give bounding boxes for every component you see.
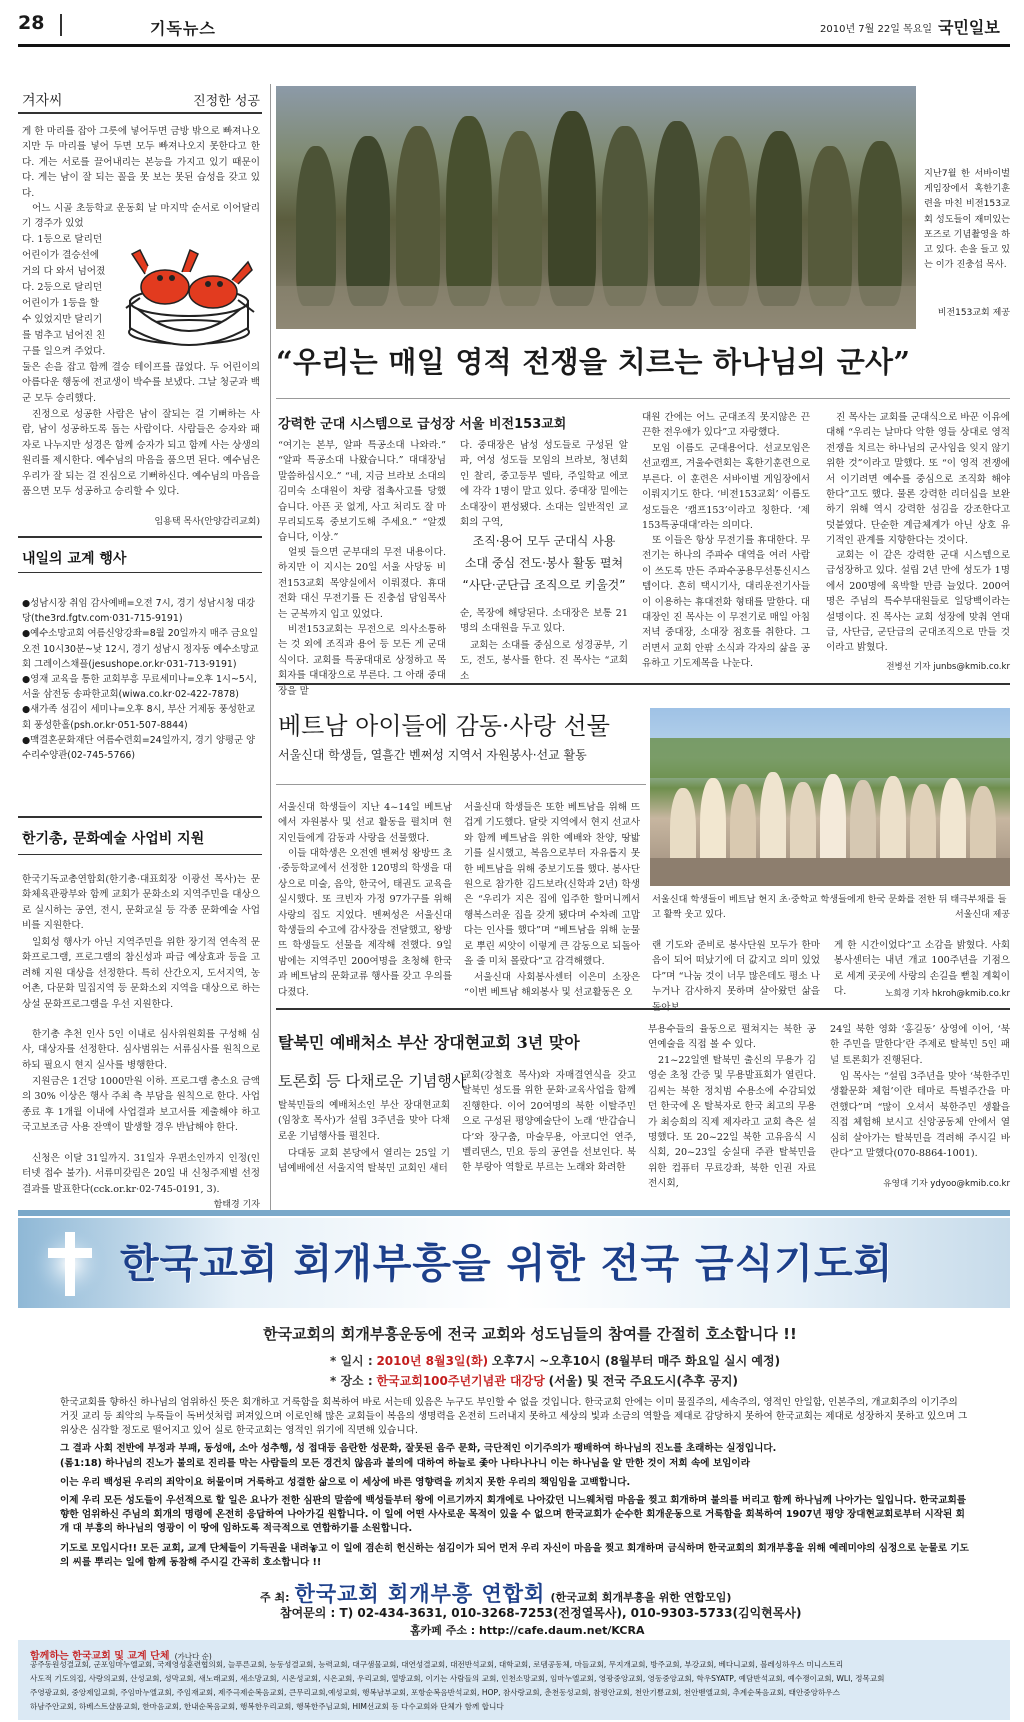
ad-host-label: 주 최: (260, 1591, 290, 1604)
military-c3b: 모임 이름도 군대용어다. 선교모임은 선교캠프, 겨울수련회는 혹한기훈련으로 부른다. 이 훈련은 서바이벌 게임장에서 이뤄지기도 한다. ‘비전153교회’ 이름도 성도들은 ‘캠프153’이라고 칭한다. ‘제153특공대대’라는 의미다. (642, 443, 810, 532)
cross-icon (30, 1224, 110, 1304)
ad-host-extra: (한국교회 회개부흥을 위한 연합모임) (550, 1591, 732, 1604)
section-title: 기독뉴스 (150, 19, 216, 38)
events-title: 내일의 교계 행사 (22, 551, 127, 567)
military-c2c: 교회는 소대를 중심으로 성경공부, 기도, 전도, 봉사를 한다. 진 목사는 “교회 소 (460, 640, 628, 682)
vietnam-c1: 서울신대 학생들이 지난 4~14일 베트남에서 자원봉사 및 선교 활동을 펼치며 현지인들에게 감동과 사랑을 선물했다. (278, 802, 452, 844)
ad-body2: 그 결과 사회 전반에 부정과 부패, 동성애, 소아 성추행, 성 접대등 음란한 성문화, 잘못된 음주 문화, 극단적인 이기주의가 팽배하여 하나님의 진노를 초래하는 실정입니다. (60, 1443, 777, 1454)
military-c3c: 또 이들은 항상 무전기를 휴대한다. 무전기는 하나의 주파수 대역을 여러 사람이 쓰도록 만든 주파수공용무선통신시스템이다. 흔히 택시기사, 대리운전기사들이 이용하는 휴대전화 형태를 말한다. 대대장인 진 목사는 이 무전기로 매일 아침저녁 중대장, 소대장 점호를 취한다. 그러면서 교회 안팎 소식과 각자의 삶을 공유하고 기도제목을 나눈다. (642, 535, 810, 670)
essay-p2a: 어느 시골 초등학교 운동회 날 마지막 순서로 이어달리기 경주가 있었 (22, 203, 260, 230)
essay-p4: 진정으로 성공한 사람은 남이 잘되는 걸 기뻐하는 사람, 남이 성공하도록 돕는 사람이다. 사람들은 승자와 패자로 나누지만 성경은 함께 승자가 되고 함께 사는 상생의 원리를 제시한다. 예수님의 마음을 품으면 된다. 예수님은 우리가 잘 되는 걸 진심으로 기뻐하신다. 예수님의 마음을 품으면 모두 성공하고 승리할 수 있다. (22, 409, 260, 498)
column-divider (270, 84, 271, 1214)
military-end-rule (276, 683, 1010, 685)
vietnam-c3: 랜 기도와 준비로 봉사단원 모두가 한마음이 되어 떠났기에 더 값지고 의미 있었다”며 “나눔 것이 너무 많은데도 평소 나누거나 감사하지 못하며 살아왔던 삶을 (652, 940, 820, 998)
vietnam-c2: 서울신대 학생들은 또한 베트남을 위해 뜨겁게 기도했다. 달랏 지역에서 현지 선교사와 함께 베트남을 위한 예배와 찬양, 땅밟기를 실시했고, 복음으로부터 자유롭지 못한 베트남을 위해 중보기도를 했다. 봉사단원으로 참가한 김드보라(신학과 2년) 학생은 “우리가 지은 집에 입주한 할머니께서 행복스러운 집을 갖게 됐다며 수차례 고맙다는 인사를 했다”며 “베트남을 위해 눈물로 뿌린 씨앗이 이렇게 큰 감동으로 되돌아올 줄 미처 몰랐다”고 감격해했다. (464, 802, 640, 968)
essay-p2h: 를 멈추고 넘어진 친 (22, 330, 106, 341)
ad-place-value: 한국교회100주년기념관 대강당 (376, 1374, 545, 1388)
ad-date-row (330, 1352, 780, 1369)
military-c1: “여기는 본부, 알파 특공소대 나와라.” “알파 특공소대 나왔습니다.” 대대장님 말씀하십시오.” “네, 지금 브라보 소대의 김미숙 소대원이 차량 접촉사고를 당했습니다. 아픈 곳 없게, 사고 처리도 잘 마무리되도록 중보기도해 주세요.” “알겠습니다, 이상.” (278, 440, 446, 544)
ad-homepage: 홈카페 주소 : http://cafe.daum.net/KCRA (410, 1624, 645, 1637)
page-number: 28 (18, 12, 45, 34)
event-item: ●새가족 섬김이 세미나=오후 8시, 부산 거제동 풍성한교회 풍성한홀(psh.or.kr·051-507-8844) (22, 704, 256, 731)
crab-illustration (120, 232, 258, 350)
column-title-rule (18, 112, 262, 114)
ad-title: 한국교회 회개부흥을 위한 전국 금식기도회 (120, 1240, 894, 1287)
culture-title: 한기총, 문화예술 사업비 지원 (22, 831, 205, 847)
events-end-rule (18, 816, 262, 818)
military-c2b: 순, 목장에 해당된다. 소대장은 보통 21명의 소대원을 두고 있다. (460, 608, 628, 635)
participants-sub: (가나다 순) (174, 1652, 212, 1661)
essay-p2i: 구를 일으켜 주었다. (22, 346, 106, 357)
essay-p2b: 다. 1등으로 달리던 (22, 234, 103, 245)
essay-p2d: 거의 다 와서 넘어졌 (22, 266, 106, 277)
military-c2: 다. 중대장은 남성 성도들로 구성된 알파, 여성 성도들 모임의 브라보, 청년회인 찰리, 중고등부 델타, 주일학교 에코에 각각 1명이 맡고 있다. 중대장 밑에는 소대장이 편성됐다. 소대는 일반적인 교회의 구역, (460, 440, 628, 529)
ad-appeal: 한국교회의 회개부흥운동에 전국 교회와 성도님들의 참여를 간절히 호소합니다 !! (263, 1325, 797, 1343)
defector-c4b: 임 목사는 “설립 3주년을 맞아 ‘북한주민 생활문화 체험’이란 테마로 특별주간을 마련했다”며 “많이 오셔서 북한주민 생활을 직접 체험해 보시고 신앙공동체 안에서 열심히 살아가는 탈북민을 격려해 주시길 바란다”고 말했다(070-8864-1001). (830, 1071, 1010, 1160)
ad-date-time: 오후7시 ~오후10시 (8월부터 매주 화요일 실시 예정) (491, 1354, 781, 1368)
military-caption: 지난7월 한 서바이벌 게임장에서 혹한기훈련을 마친 비전153교회 성도들이 재미있는 포즈로 기념촬영을 하고 있다. 손을 들고 있는 이가 진충섭 목사. (924, 168, 1010, 271)
header-divider (60, 14, 62, 36)
vietnam-end-rule (276, 1008, 1010, 1010)
ad-place-row (330, 1372, 738, 1389)
ad-body1: 한국교회를 향하신 하나님의 엄위하신 뜻은 회개하고 거룩함을 회복하여 바로 서는데 있음은 누구도 부인할 수 없을 것입니다. 한국교회 안에는 이미 물질주의, 세속주의, 영적인 안일함, 인본주의, 개교회주의 이기주의 거짓 교리 등 죄악의 누룩들이 독버섯처럼 퍼져있으며 이로인해 많은 교회들이 복음의 생명력을 온전히 드러내지 못하고 세상의 빛과 소금의 역할을 제대로 감당하지 못하여 한국교회는 제대로 성장하지 못하고 있으며 그 위상은 심각할 정도로 떨어지고 있어 실로 한국교회는 영적인 위기에 직면해 있습니다. (60, 1397, 968, 1436)
defector-c3b: 21~22일엔 탈북민 출신의 무용가 김영순 초청 간증 및 무용발표회가 열린다. 김씨는 북한 정치범 수용소에 수감되었던 한국에 온 탈북자로 한국 최고의 무용가 최승희의 직제 제자라고 교회 측은 설명했다. 또 20~22일 북한 고유음식 시식회, 20~23일 숭실대 주관 탈북민을 위한 컴퓨터 무료강좌, 북한 인권 자료 전시회, (648, 1055, 816, 1190)
essay-p3: 둘은 손을 잡고 함께 결승 테이프를 끊었다. 두 어린이의 아름다운 행동에 전교생이 박수를 보냈다. 그날 청군과 백군 모두 승리했다. (22, 362, 260, 404)
callout-line-2: 소대 중심 전도·봉사 활동 펼쳐 (464, 556, 624, 570)
header-rule (18, 44, 1010, 47)
ad-host-name: 한국교회 회개부흥 연합회 (294, 1581, 546, 1606)
defector-subhead: 토론회 등 다채로운 기념행사 (278, 1072, 467, 1090)
vietnam-author: 노희경 기자 hkroh@kmib.co.kr (884, 989, 1010, 999)
vietnam-caption: 서울신대 학생들이 베트남 현지 초·중학교 학생들에게 한국 문화를 전한 뒤 태극부채를 들고 활짝 웃고 있다. (652, 894, 1007, 920)
ad-body5: 이제 우리 모든 성도들이 우선적으로 할 일은 요나가 전한 심판의 말씀에 백성들부터 왕에 이르기까지 회개에로 나아갔던 니느웨처럼 마음을 찢고 회개하며 불의를 버리고 함께 하나님께 나아가는 일입니다. 한국교회를 향한 엄위하신 주님의 회개의 명령에 온전히 응답하여 나아가길 원합니다. 이 일에 어떤 사사로운 목적이 있을 수 없으며 한국교회가 순수한 회개운동으로 거룩함을 회복하여 1907년 평양 장대현교회로부터 시작된 회개 대 부흥의 하나님의 영광이 이 땅에 임하도록 적극적으로 연합하기를 소원합니다. (60, 1495, 967, 1534)
vietnam-headline-rule (276, 784, 646, 785)
vietnam-c4: 게 한 시간이었다”고 소감을 밝혔다. 사회봉사센터는 내년 개교 100주년을 기점으로 세계 곳곳에 사랑의 손길을 뻗칠 계획이다. (834, 940, 1010, 998)
defector-c4: 24일 북한 영화 ‘홍길동’ 상영에 이어, ‘북한 주민을 말한다’란 주제로 탈북민 5인 패널 토론회가 진행된다. (830, 1024, 1010, 1066)
defector-c2: 교회(강철호 목사)와 자매결연식을 갖고 탈북민 성도를 위한 문화·교육사업을 함께 진행한다. 이어 20여명의 북한 이탈주민으로 구성된 평양예술단이 노래 ‘반갑습니다’와 장구춤, 마술무용, 아코디언 연주, 벨리댄스, 민요 등의 공연을 선보인다. 북한 부랑아 역할로 부르는 노래와 화려한 (462, 1070, 636, 1174)
military-credit: 비전153교회 제공 (937, 308, 1010, 318)
military-c1c: 비전153교회는 무전으로 의사소통하는 것 외에 조직과 용어 등 모든 게 군대식이다. 교회를 특공대대로 상정하고 목회자를 대대장으로 부른다. 그 아래 중대장을 맡 (278, 624, 446, 697)
participants-line4: 하남주안교회, 하베스트샬롬교회, 한마음교회, 한내순복음교회, 행복한우리교회, 행복한주님교회, HIM선교회 등 다수교회와 단체가 함께 합니다 (30, 1702, 504, 1711)
events-title-rule (18, 572, 262, 573)
issue-date: 2010년 7월 22일 목요일 (820, 24, 933, 35)
event-item: ●영재 교육을 통한 교회부흥 무료세미나=오후 1시~5시, 서울 삼전동 송파한교회(wiwa.co.kr·02-422-7878) (22, 674, 257, 701)
ad-body3: (롬1:18) 하나님의 진노가 불의로 진리를 막는 사람들의 모든 경건치 않음과 불의에 대하여 하늘로 좇아 나타나나니 이는 하나님을 알 만한 것이 저희 속에 보임이라 (60, 1458, 750, 1469)
culture-title-rule (18, 854, 262, 855)
military-author: 전병선 기자 junbs@kmib.co.kr (886, 662, 1010, 672)
military-c1b: 얼핏 들으면 군부대의 무전 내용이다. 하지만 이 지시는 20일 서울 사당동 비전153교회 목양실에서 이뤄졌다. 휴대전화 대신 무전기를 든 진충섭 담임목사는 군복까지 입고 있었다. (278, 547, 446, 620)
essay-p2c: 어린이가 결승선에 (22, 250, 100, 261)
essay-author: 임용택 목사(안양감리교회) (154, 517, 260, 527)
vietnam-c2b: 서울신대 사회봉사센터 이은미 소장은 “이번 베트남 해외봉사 및 선교활동은 오 (464, 972, 640, 999)
ad-top-rule (18, 1210, 1010, 1216)
vietnam-credit: 서울신대 제공 (954, 910, 1010, 920)
military-headline-rule (276, 398, 1010, 399)
essay-p1: 게 한 마리를 잡아 그릇에 넣어두면 금방 밖으로 빠져나오지만 두 마리를 넣어 두면 모두 빠져나오지 못한다고 한다. 게는 서로를 끌어내리는 본능을 가지고 있기 때문이다. 게는 남이 잘 되는 꼴을 못 보는 못된 습성을 갖고 있다. (22, 126, 260, 199)
military-c4: 진 목사는 교회를 군대식으로 바꾼 이유에 대해 “우리는 날마다 악한 영들 상대로 영적 전쟁을 치르는 하나님의 군사임을 잊지 않기 위한 것”이라고 말했다. 또 “이 영적 전쟁에서 이기려면 예수를 중심으로 조직화 해야 한다”고도 했다. 물론 강력한 리더십을 보완하기 위해 역시 강력한 섬김을 강조한다고 덧붙였다. 단순한 계급체계가 아닌 상호 유기적인 관계를 지향한다는 것이다. (826, 412, 1010, 547)
military-c3: 대원 간에는 어느 군대조직 못지않은 끈끈한 전우애가 있다”고 자랑했다. (642, 412, 810, 439)
culture-author: 함태경 기자 (213, 1200, 260, 1210)
vietnam-headline: 베트남 아이들에 감동·사랑 선물 (278, 712, 610, 740)
ad-body6: 기도로 모입시다!! 모든 교회, 교계 단체들이 기득권을 내려놓고 이 일에 겸손히 헌신하는 섬김이가 되어 먼저 우리 자신이 마음을 찢고 회개하며 금식하며 한국교회의 회개부흥을 위해 예레미야의 심정으로 눈물로 기도의 씨를 뿌리는 일에 함께 동참해 주시길 간곡히 호소합니다 !! (60, 1543, 969, 1568)
participants-line2: 사도적 기도의집, 사랑의교회, 산성교회, 성막교회, 새노래교회, 새소망교회, 시온성교회, 시온교회, 우리교회, 열방교회, 이기는 사람들의 교회, 인천소망교회, 임마누엘교회, 영광중앙교회, 영동중앙교회, 학우SYATP, 예담반석교회, 예수쟁이교회, WLI, 정목교회 (30, 1674, 885, 1683)
participants-title: 함께하는 한국교회 및 교계 단체 (30, 1651, 170, 1662)
events-list (22, 596, 260, 763)
participants-line3: 주영광교회, 중앙제일교회, 주임마누엘교회, 주임재교회, 제주극제순복음교회, 큰무리교회,예성교회, 행복남부교회, 포항순복음반석교회, HOP, 참사랑교회, 춘천동성교회, 참평안교회, 천안기쁨교회, 천안벧엘교회, 추계순복음교회, 태안중앙하우스 (30, 1688, 840, 1697)
participants-line1: 공주동원성결교회, 군포임마누엘교회, 국제영성훈련협의회, 늘푸른교회, 능동성결교회, 능력교회, 대구샘물교회, 대연성결교회, 대전반석교회, 대학교회, 로뎀공동체, 마들교회, 무지개교회, 방주교회, 부강교회, 베다니교회, 블레싱하우스 미니스트리 (30, 1660, 844, 1669)
vietnam-photo (650, 708, 1010, 886)
vietnam-subhead: 서울신대 학생들, 열흘간 벤쩌성 지역서 자원봉사·선교 활동 (278, 748, 587, 762)
ad-place-label: * 장소 : (330, 1374, 373, 1388)
military-c4b: 교회는 이 같은 강력한 군대 시스템으로 급성장하고 있다. 설립 2년 만에 성도가 1명에서 200명에 육박할 만큼 늘었다. 200여명은 주님의 특수부대원들로 일당백이라는 설명이다. 진 목사는 교회 성장에 맞춰 연대급, 사단급, 군단급의 군대조직으로 만들 것이라고 밝혔다. (826, 550, 1010, 654)
essay-p2e: 다. 2등으로 달리던 (22, 282, 103, 293)
culture-p5: 신청은 이달 31일까지. 31일자 우편소인까지 인정(인터넷 접수 불가). 서류미갖림은 20일 내 신청주제별 선정 결과를 발표한다(cck.or.kr·02-745-0191, 3). (22, 1153, 260, 1195)
event-item: ●성남시장 취임 감사예배=오전 7시, 경기 성남시청 대강당(the3rd.fgtv.com·031-715-9191) (22, 598, 256, 625)
callout-line-1: 조직·용어 모두 군대식 사용 (472, 534, 616, 548)
ad-date-label: * 일시 : (330, 1354, 373, 1368)
event-item: ●맥결혼문화재단 여름수련회=24일까지, 경기 양평군 양수리수양관(02-745-5766) (22, 734, 256, 762)
defector-c3: 부용수들의 율동으로 펼쳐지는 북한 공연예술을 직접 볼 수 있다. (648, 1024, 816, 1051)
culture-p2: 일회성 행사가 아닌 지역주민을 위한 장기적 연속적 문화프로그램, 프로그램의 참신성과 파급 예상효과 등을 고려해 지원 대상을 선정한다. 특히 산간오지, 도서지역, 농어촌, 다문화 밀집지역 등 문화소외 지역을 대상으로 하는 상설 문화프로그램을 우선 지원한다. (22, 937, 260, 1010)
culture-p1: 한국기독교총연합회(한기총·대표회장 이광선 목사)는 문화체육관광부와 함께 교회가 문화소외 지역주민을 대상으로 실시하는 공연, 전시, 문화교실 등 각종 문화예술 사업비를 지원한다. (22, 874, 260, 932)
military-callout (460, 530, 628, 600)
ad-contact: 참여문의 : T) 02-434-3631, 010-3268-7253(전정열목사), 010-9303-5733(김익현목사) (280, 1606, 802, 1620)
essay-p2f: 어린이가 1등을 할 (22, 298, 100, 309)
paper-name: 국민일보 (938, 18, 1000, 37)
callout-line-3: “사단·군단급 조직으로 키울것” (462, 578, 626, 592)
essay-end-rule (18, 536, 262, 538)
ad-body4: 이는 우리 백성된 우리의 죄악이요 허물이며 거룩하고 성결한 삶으로 이 세상에 바른 영향력을 끼치지 못한 우리의 책임임을 고백합니다. (60, 1477, 631, 1488)
military-photo (276, 86, 916, 329)
military-headline: “우리는 매일 영적 전쟁을 치르는 하나님의 군사” (276, 345, 911, 379)
event-item: ●예수소망교회 여름신앙강좌=8월 20일까지 매주 금요일 오전 10시30분~낮 12시, 경기 성남시 정자동 예수소망교회 그레이스채플(jesushope.or.kr·031-713-9191) (22, 628, 259, 670)
defector-author: 유영대 기자 ydyoo@kmib.co.kr (883, 1179, 1010, 1189)
ad-place-extra: (서울) 및 전국 주요도시(추후 공지) (548, 1374, 738, 1388)
ad-date-value: 2010년 8월3일(화) (376, 1354, 489, 1368)
vietnam-c1b: 이들 대학생은 오전엔 벤쩌성 왕방뜨 초·중등학교에서 선정한 120명의 학생을 대상으로 미술, 음악, 한국어, 태권도 교육을 실시했다. 또 크빈자 가정 97가구를 위해 사랑의 집도 지었다. 벤쩌성은 서울신대 학생들의 수고에 감사장을 전달했고, 왕방뜨 학생들도 선물을 제작해 전했다. 9일 밤에는 지역주민 200여명을 초청해 한국과 베트남의 문화교류 행사를 갖고 우의를 다졌다. (278, 848, 452, 998)
military-subhead: 강력한 군대 시스템으로 급성장 서울 비전153교회 (278, 417, 567, 432)
column-tag: 겨자씨 (22, 93, 63, 109)
defector-c1: 탈북민들의 예배처소인 부산 장대현교회(임창호 목사)가 설립 3주년을 맞아 다채로운 기념행사를 펼친다. (278, 1100, 450, 1142)
defector-c1b: 다대동 교회 본당에서 열리는 25일 기념예배에선 서울지역 탈북민 교회인 새터 (278, 1148, 450, 1175)
defector-headline: 탈북민 예배처소 부산 장대현교회 3년 맞아 (278, 1033, 580, 1052)
column-title: 진정한 성공 (193, 94, 260, 109)
essay-p2g: 수 있었지만 달리기 (22, 314, 103, 325)
culture-p3: 한기총 추천 인사 5인 이내로 심사위원회를 구성해 심사, 대상자를 선정한다. 심사범위는 서류심사를 원칙으로 하되 필요시 현지 실사를 병행한다. (22, 1029, 260, 1071)
culture-p4: 지원금은 1건당 1000만원 이하. 프로그램 총소요 금액의 30% 이상은 행사 주최 측 부담을 원칙으로 한다. 사업 종료 후 1개월 이내에 사업결과 보고서를 제출해야 하고 국고보조금 사용 잔액이 발생할 경우 반납해야 한다. (22, 1076, 260, 1134)
